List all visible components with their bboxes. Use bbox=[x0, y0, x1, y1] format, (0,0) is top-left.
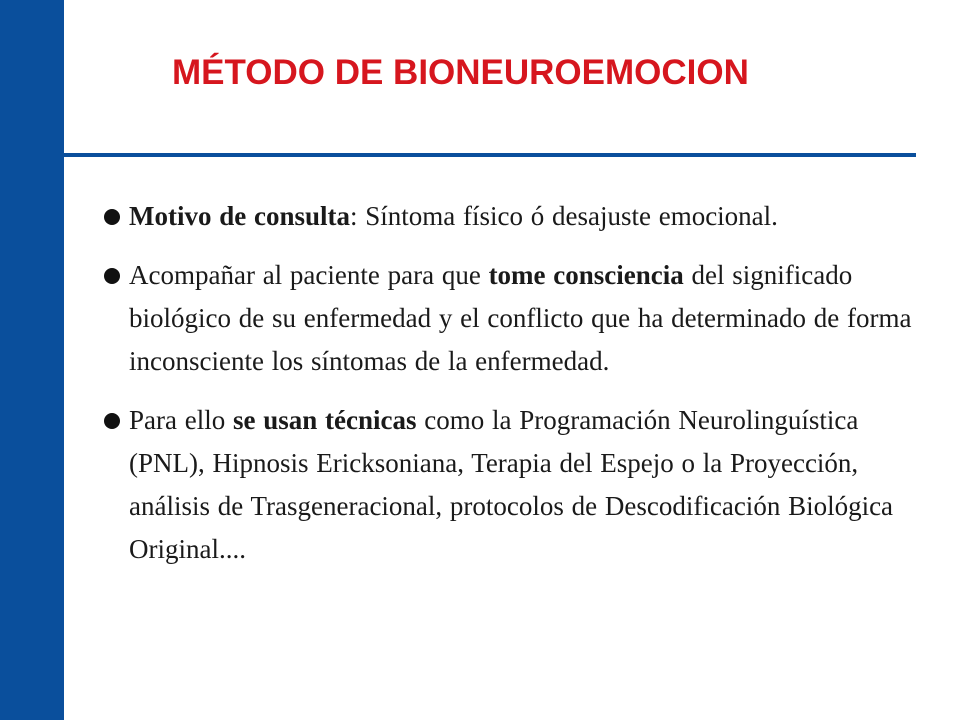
bullet-text-segment: Para ello bbox=[129, 405, 233, 435]
bullet-text-bold: tome consciencia bbox=[488, 260, 684, 290]
left-accent-bar bbox=[0, 0, 64, 720]
bullet-dot-icon bbox=[104, 268, 120, 284]
bullet-text bbox=[129, 260, 911, 376]
bullet-text bbox=[129, 405, 893, 564]
bullet-text-bold: Motivo de consulta bbox=[129, 201, 350, 231]
bullet-dot-icon bbox=[104, 413, 120, 429]
bullet-list bbox=[100, 195, 920, 587]
bullet-text-segment: del significado biológico de su enfermedad y el conflicto que ha determinado de forma inconsciente los síntomas de la enfermedad. bbox=[129, 260, 912, 376]
bullet-text bbox=[129, 201, 778, 231]
bullet-text-bold: se usan técnicas bbox=[232, 405, 417, 435]
bullet-text-segment: como la Programación Neurolinguística (PNL), Hipnosis Ericksoniana, Terapia del Espejo o la Proyección, análisis de Trasgeneracional, protocolos de Descodificación Biológica Original.... bbox=[129, 405, 894, 564]
bullet-item-acompanar bbox=[100, 254, 920, 383]
bullet-item-consulta bbox=[100, 195, 920, 238]
slide-title: MÉTODO DE BIONEUROEMOCION bbox=[172, 53, 749, 92]
bullet-text-segment: Acompañar al paciente para que bbox=[129, 260, 489, 290]
bullet-dot-icon bbox=[104, 209, 120, 225]
bullet-item-tecnicas bbox=[100, 399, 920, 571]
title-divider bbox=[64, 153, 916, 157]
bullet-text-segment: : Síntoma físico ó desajuste emocional. bbox=[350, 201, 778, 231]
